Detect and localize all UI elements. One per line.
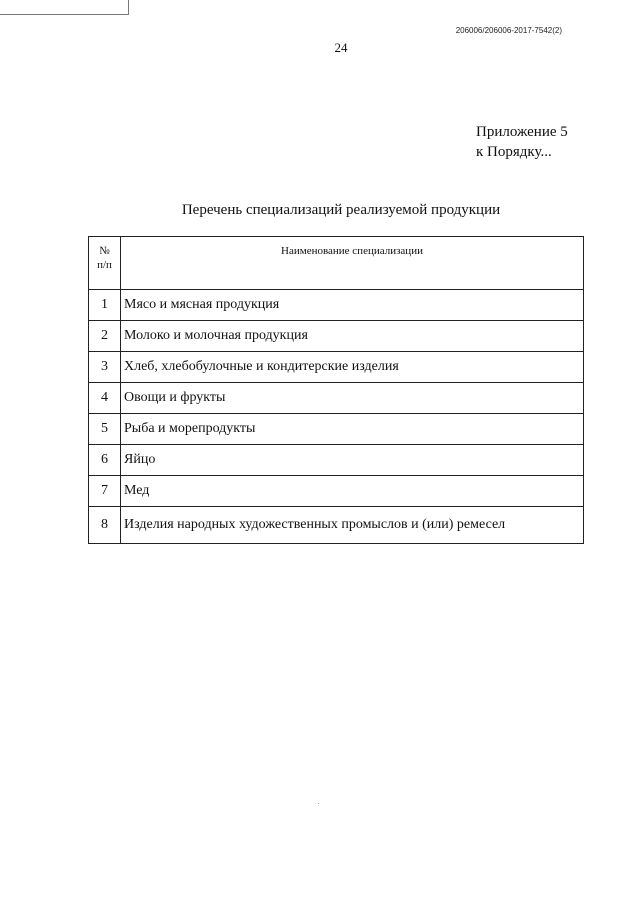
row-number: 2	[89, 321, 121, 352]
row-specialization: Яйцо	[121, 445, 584, 476]
appendix-line-1: Приложение 5	[476, 124, 568, 140]
table-row	[89, 445, 584, 476]
row-specialization: Мед	[121, 476, 584, 507]
appendix-reference	[476, 122, 568, 162]
specializations-table	[88, 236, 584, 544]
table-row	[89, 290, 584, 321]
row-number: 3	[89, 352, 121, 383]
table-title: Перечень специализаций реализуемой продукции	[181, 202, 501, 218]
row-number: 6	[89, 445, 121, 476]
header-number-cell	[89, 237, 121, 290]
page-number: 24	[334, 40, 348, 55]
row-number: 8	[89, 507, 121, 544]
row-specialization: Рыба и морепродукты	[121, 414, 584, 445]
table-row	[89, 352, 584, 383]
row-specialization: Мясо и мясная продукция	[121, 290, 584, 321]
row-specialization: Хлеб, хлебобулочные и кондитерские изделия	[121, 352, 584, 383]
document-id: 206006/206006-2017-7542(2)	[455, 26, 562, 35]
scan-corner-frame	[0, 0, 129, 15]
table-row	[89, 414, 584, 445]
appendix-line-2: к Порядку...	[476, 144, 552, 160]
header-name-cell: Наименование специализации	[121, 237, 584, 290]
row-specialization: Овощи и фрукты	[121, 383, 584, 414]
row-specialization: Изделия народных художественных промыслов и (или) ремесел	[121, 507, 584, 544]
row-number: 4	[89, 383, 121, 414]
header-number-abbrev: п/п	[97, 259, 112, 271]
row-number: 7	[89, 476, 121, 507]
header-number-symbol: №	[99, 245, 110, 257]
scan-speck	[318, 803, 319, 804]
row-specialization: Молоко и молочная продукция	[121, 321, 584, 352]
table-row	[89, 476, 584, 507]
table-header-row	[89, 237, 584, 290]
table-row	[89, 507, 584, 544]
row-number: 1	[89, 290, 121, 321]
row-number: 5	[89, 414, 121, 445]
table-row	[89, 383, 584, 414]
table-row	[89, 321, 584, 352]
